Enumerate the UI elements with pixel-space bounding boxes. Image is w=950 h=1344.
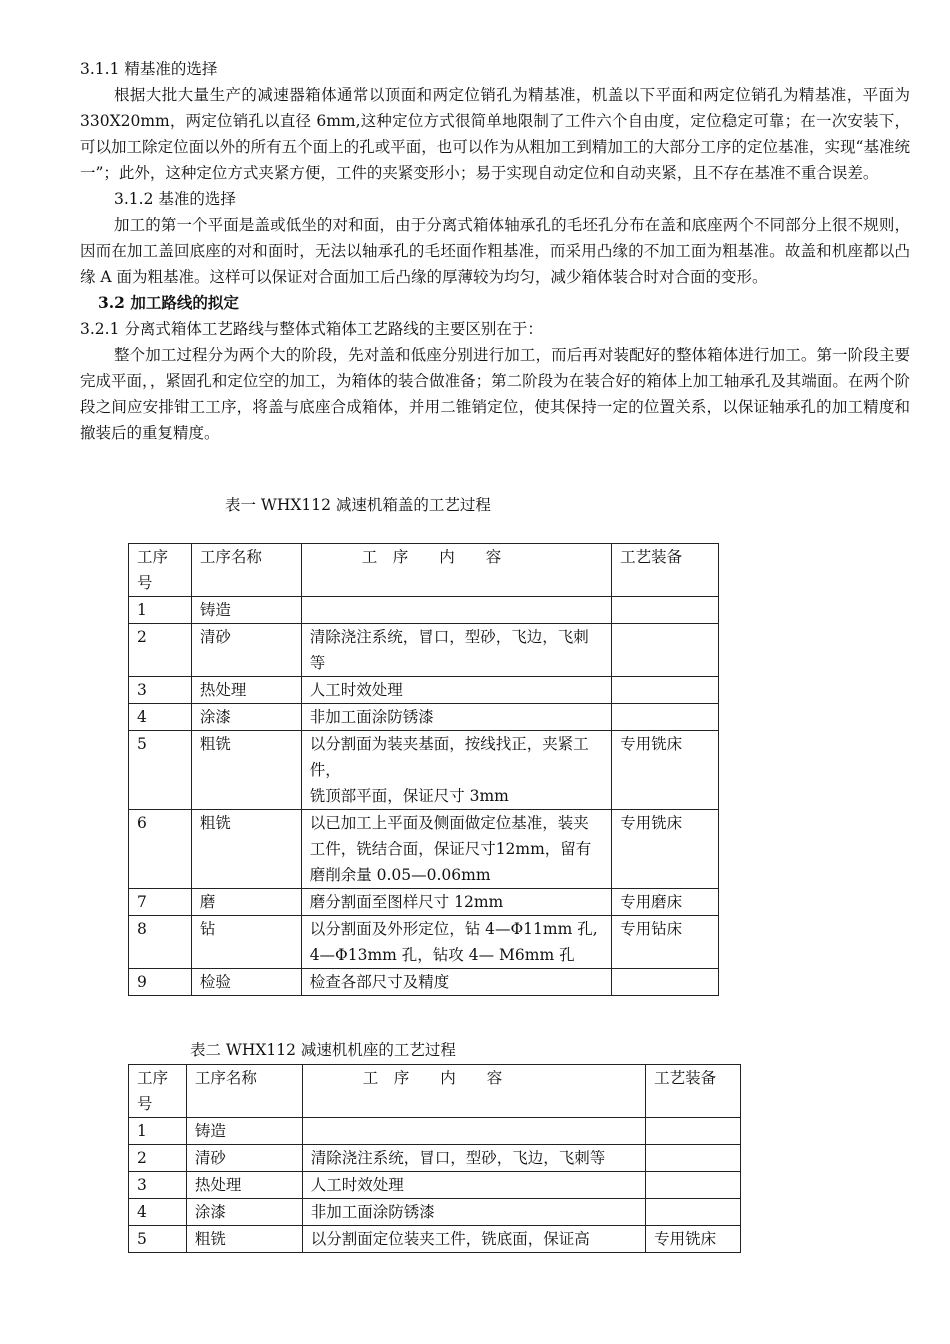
table-cell: 4 (129, 1199, 187, 1226)
table-cell: 5 (129, 731, 192, 810)
table-cell: 磨分割面至图样尺寸 12mm (301, 889, 611, 916)
table-cell: 非加工面涂防锈漆 (301, 704, 611, 731)
table-cell: 以已加工上平面及侧面做定位基准，装夹工件，铣结合面，保证尺寸12mm，留有磨削余量 0.05—0.06mm (301, 810, 611, 889)
table-cell: 粗铣 (191, 810, 301, 889)
table-row (129, 1199, 741, 1226)
table-row (129, 704, 719, 731)
table-row (129, 624, 719, 677)
table-cell: 2 (129, 1145, 187, 1172)
table-row (129, 810, 719, 889)
table-cell: 磨 (191, 889, 301, 916)
table-row (129, 1226, 741, 1253)
paragraph-3-1-2: 加工的第一个平面是盖或低坐的对和面，由于分离式箱体轴承孔的毛坯孔分布在盖和底座两个不同部分上很不规则，因而在加工盖回底座的对和面时，无法以轴承孔的毛坯面作粗基准，而采用凸缘的不加工面为粗基准。故盖和机座都以凸缘 A 面为粗基准。这样可以保证对合面加工后凸缘的厚薄较为均匀，减少箱体装合时对合面的变形。 (80, 216, 910, 286)
table-cell: 粗铣 (191, 731, 301, 810)
table-row (129, 731, 719, 810)
table-cell: 清除浇注系统，冒口，型砂，飞边，飞刺等 (302, 1145, 645, 1172)
table-cell: 6 (129, 810, 192, 889)
paragraph-3-2-1: 整个加工过程分为两个大的阶段，先对盖和低座分别进行加工，而后再对装配好的整体箱体进行加工。第一阶段主要完成平面，，紧固孔和定位空的加工，为箱体的装合做准备；第二阶段为在装合好的箱体上加工轴承孔及其端面。在两个阶段之间应安排钳工工序，将盖与底座合成箱体，并用二锥销定位，使其保持一定的位置关系，以保证轴承孔的加工精度和撤装后的重复精度。 (80, 346, 910, 442)
heading-3-1-1: 3.1.1 精基准的选择 (80, 60, 218, 78)
table-cell (612, 677, 719, 704)
table-cell: 7 (129, 889, 192, 916)
table-cell: 热处理 (191, 677, 301, 704)
table-cell (612, 624, 719, 677)
table-cell: 粗铣 (186, 1226, 302, 1253)
table-cell: 5 (129, 1226, 187, 1253)
table-cell: 9 (129, 969, 192, 996)
document-page (80, 56, 910, 446)
table-cell: 4 (129, 704, 192, 731)
table-cell: 人工时效处理 (302, 1172, 645, 1199)
table2 (128, 1064, 741, 1253)
table-cell: 3 (129, 677, 192, 704)
table-cell (646, 1118, 741, 1145)
table-row (129, 889, 719, 916)
table-cell: 人工时效处理 (301, 677, 611, 704)
table-row (129, 1145, 741, 1172)
table-row (129, 1172, 741, 1199)
table2-caption: 表二 WHX112 减速机机座的工艺过程 (190, 1041, 456, 1059)
table-cell: 专用磨床 (612, 889, 719, 916)
table-cell: 2 (129, 624, 192, 677)
table-header-cell: 工 序 内 容 (302, 1065, 645, 1118)
table-cell: 以分割面为装夹基面，按线找正，夹紧工件， 铣顶部平面，保证尺寸 3mm (301, 731, 611, 810)
table-cell: 以分割面定位装夹工件，铣底面，保证高 (302, 1226, 645, 1253)
table-cell (646, 1199, 741, 1226)
table-header-cell: 工序名称 (186, 1065, 302, 1118)
table-cell: 铸造 (186, 1118, 302, 1145)
table-cell: 涂漆 (191, 704, 301, 731)
table-cell: 3 (129, 1172, 187, 1199)
table-cell: 专用铣床 (612, 810, 719, 889)
table-cell: 清砂 (191, 624, 301, 677)
table-header-cell: 工 序 内 容 (301, 544, 611, 597)
table-cell (612, 704, 719, 731)
table-cell: 1 (129, 1118, 187, 1145)
table-cell: 涂漆 (186, 1199, 302, 1226)
table-cell (646, 1172, 741, 1199)
table-cell (612, 597, 719, 624)
table-header-row (129, 544, 719, 597)
table-cell: 1 (129, 597, 192, 624)
table1-caption: 表一 WHX112 减速机箱盖的工艺过程 (225, 496, 491, 514)
table-row (129, 969, 719, 996)
table-header-cell: 工序名称 (191, 544, 301, 597)
heading-3-2: 3.2 加工路线的拟定 (98, 293, 239, 312)
table-cell: 专用铣床 (612, 731, 719, 810)
table-cell: 8 (129, 916, 192, 969)
table-cell: 非加工面涂防锈漆 (302, 1199, 645, 1226)
table-cell (612, 969, 719, 996)
table-row (129, 677, 719, 704)
table-cell: 检验 (191, 969, 301, 996)
table-cell (646, 1145, 741, 1172)
table-cell: 专用钻床 (612, 916, 719, 969)
table-cell: 清除浇注系统，冒口，型砂，飞边，飞刺等 (301, 624, 611, 677)
heading-3-1-2: 3.1.2 基准的选择 (114, 190, 236, 208)
table-cell (301, 597, 611, 624)
table-row (129, 597, 719, 624)
table-cell: 铸造 (191, 597, 301, 624)
table-header-cell: 工序号 (129, 1065, 187, 1118)
paragraph-3-1-1: 根据大批大量生产的减速器箱体通常以顶面和两定位销孔为精基准，机盖以下平面和两定位销孔为精基准，平面为330X20mm，两定位销孔以直径 6mm,这种定位方式很简单地限制了工件六个自由度，定位稳定可靠；在一次安装下，可以加工除定位面以外的所有五个面上的孔或平面，也可以作为从粗加工到精加工的大部分工序的定位基准，实现“基准统一”；此外，这种定位方式夹紧方便，工件的夹紧变形小；易于实现自动定位和自动夹紧，且不存在基准不重合误差。 (80, 86, 910, 182)
table-header-cell: 工艺装备 (646, 1065, 741, 1118)
table-row (129, 916, 719, 969)
table1 (128, 543, 719, 996)
table-header-row (129, 1065, 741, 1118)
table-header-cell: 工序号 (129, 544, 192, 597)
table-cell: 专用铣床 (646, 1226, 741, 1253)
table-row (129, 1118, 741, 1145)
table-cell: 检查各部尺寸及精度 (301, 969, 611, 996)
table-cell: 以分割面及外形定位，钻 4—Φ11mm 孔, 4—Φ13mm 孔，钻攻 4— M6mm 孔 (301, 916, 611, 969)
table-cell: 钻 (191, 916, 301, 969)
table-cell (302, 1118, 645, 1145)
heading-3-2-1: 3.2.1 分离式箱体工艺路线与整体式箱体工艺路线的主要区别在于： (80, 320, 543, 338)
table-header-cell: 工艺装备 (612, 544, 719, 597)
table-cell: 清砂 (186, 1145, 302, 1172)
table-cell: 热处理 (186, 1172, 302, 1199)
